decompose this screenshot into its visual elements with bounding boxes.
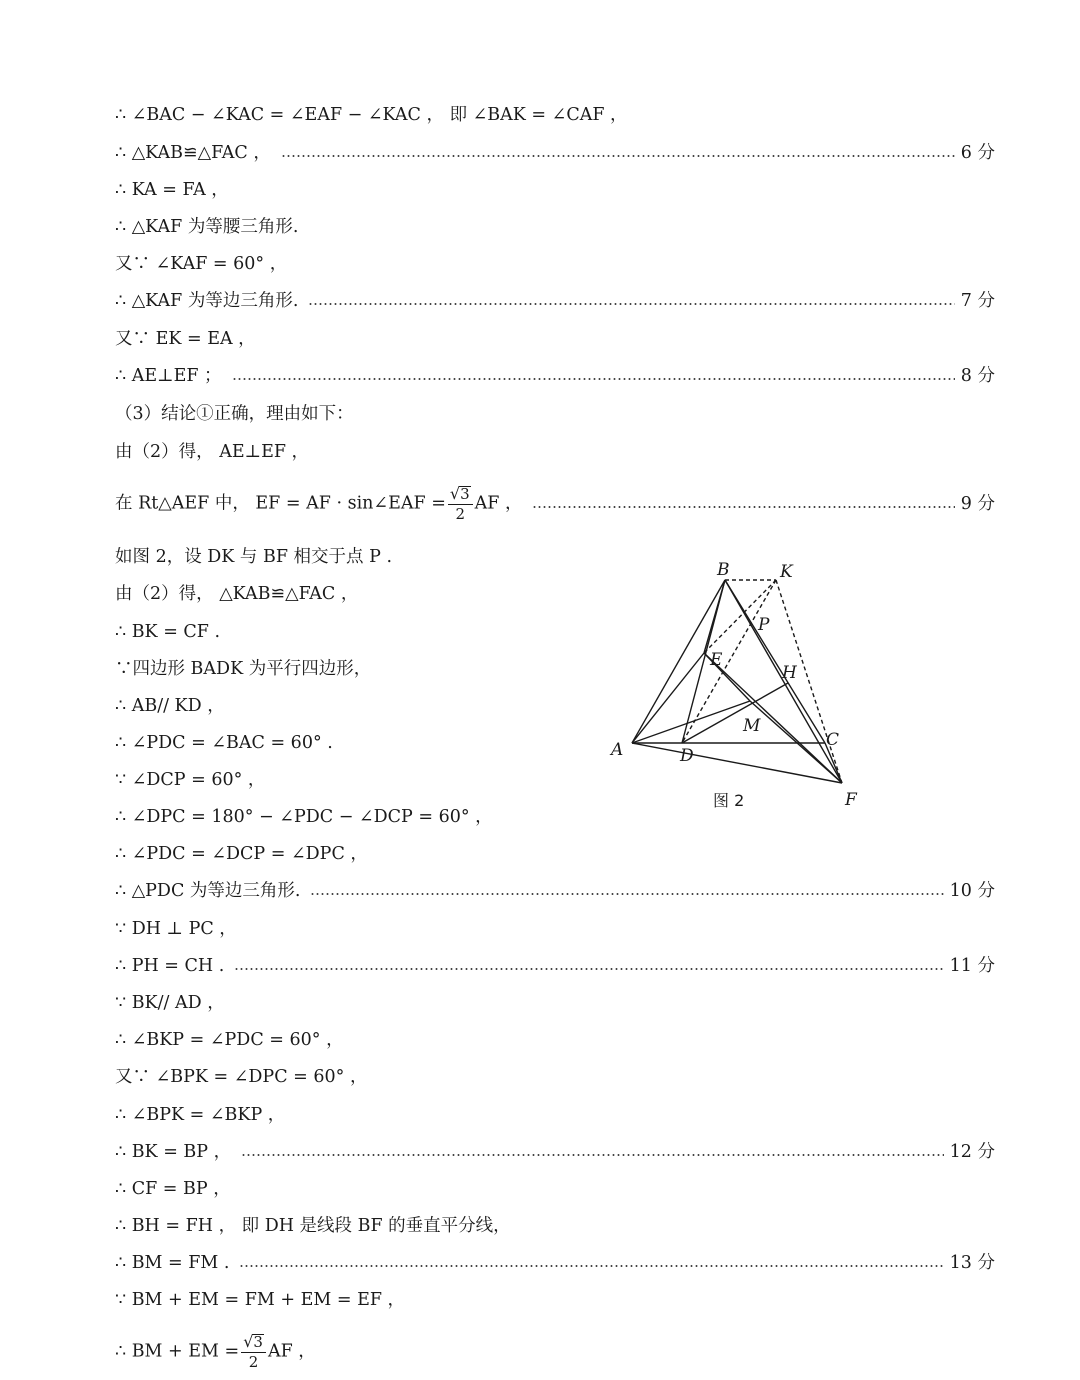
solution-line (115, 138, 995, 168)
label-C: C (826, 730, 840, 750)
solution-line (115, 988, 995, 1018)
label-A: A (611, 740, 624, 760)
line-text: ∴ PH = CH . (115, 956, 225, 976)
line-text: ∴ ∠PDC = ∠BAC = 60° . (115, 733, 333, 753)
dot-leader (308, 303, 954, 305)
line-text: ∴ BK = BP ， (115, 1142, 232, 1162)
fraction-denominator: 2 (455, 505, 466, 523)
solution-line (115, 361, 995, 391)
line-text: ∵ DH ⊥ PC ， (115, 919, 237, 939)
solution-line (115, 765, 610, 795)
solution-line (115, 249, 995, 279)
label-E: E (710, 650, 723, 670)
dot-leader (232, 378, 955, 380)
solution-line (115, 1100, 995, 1130)
line-text: ∴ ∠BPK = ∠BKP ， (115, 1105, 286, 1125)
solution-line (115, 951, 995, 981)
solution-line (115, 617, 610, 647)
line-text: ∵ BK// AD ， (115, 993, 225, 1013)
line-text: ∵ BM + EM = FM + EM = EF ， (115, 1290, 406, 1310)
line-text: ∴ ∠DPC = 180° − ∠PDC − ∠DCP = 60° ， (115, 807, 493, 827)
solution-line (115, 802, 610, 832)
solution-line (115, 876, 995, 906)
solution-line (115, 1211, 995, 1241)
line-text: 又∵ ∠KAF = 60° ， (115, 254, 288, 274)
line-text: ∴ ∠BAC − ∠KAC = ∠EAF − ∠KAC ， 即 ∠BAK = ∠CAF ， (115, 105, 628, 125)
line-text: （3）结论①正确，理由如下： (115, 404, 354, 424)
solution-line (115, 914, 995, 944)
line-text: ∴ △KAF 为等边三角形. (115, 291, 299, 311)
score-mark: 11 分 (949, 956, 995, 976)
line-text: ∴ AB// KD ， (115, 696, 225, 716)
label-D: D (680, 746, 694, 766)
line-text: ∴ KA = FA ， (115, 180, 229, 200)
line-text: ∴ △PDC 为等边三角形. (115, 881, 301, 901)
solution-line (115, 1137, 995, 1167)
solution-line (115, 324, 995, 354)
solution-line (115, 1248, 995, 1278)
solution-line (115, 579, 610, 609)
figure-caption: 图 2 (713, 791, 745, 810)
fraction-numerator (448, 486, 473, 505)
dot-leader (239, 1265, 943, 1267)
dot-leader (532, 506, 954, 508)
label-P: P (758, 615, 770, 635)
label-K: K (780, 562, 793, 582)
line-text: ∴ △KAF 为等腰三角形. (115, 217, 299, 237)
solution-line (115, 1285, 995, 1315)
score-mark: 10 分 (949, 881, 995, 901)
line-text: ∵ ∠DCP = 60° ， (115, 770, 266, 790)
label-F: F (845, 790, 857, 810)
dot-leader (234, 968, 943, 970)
solution-line (115, 1025, 995, 1055)
line-text-before: ∴ BM + EM = (115, 1341, 240, 1362)
radicand: 3 (460, 485, 470, 503)
solution-line (115, 839, 610, 869)
solution-line (115, 399, 995, 429)
solution-line (115, 100, 995, 130)
line-text (115, 1334, 316, 1370)
line-text-after: AF ， (474, 493, 523, 514)
solution-line (115, 286, 995, 316)
score-mark: 12 分 (949, 1142, 995, 1162)
line-text-before: 在 Rt△AEF 中， EF = AF · sin∠EAF = (115, 493, 446, 514)
line-text: ∴ AE⊥EF ； (115, 366, 222, 386)
solution-line (115, 212, 995, 242)
radical-icon: √ (449, 484, 461, 503)
dot-leader (241, 1154, 944, 1156)
score-mark: 9 分 (960, 494, 995, 514)
solution-line (115, 654, 610, 684)
score-mark: 13 分 (949, 1253, 995, 1273)
solution-line (115, 691, 610, 721)
score-mark: 6 分 (960, 143, 995, 163)
line-text: 又∵ ∠BPK = ∠DPC = 60° ， (115, 1067, 368, 1087)
solution-line (115, 1174, 995, 1204)
label-M: M (743, 716, 761, 736)
figure-svg (600, 555, 880, 815)
fraction (241, 1334, 266, 1370)
solution-line (115, 175, 995, 205)
radicand: 3 (253, 1333, 263, 1351)
solution-line (115, 728, 610, 758)
fraction-numerator (241, 1334, 266, 1353)
line-text: 由（2）得， AE⊥EF ， (115, 442, 310, 462)
solution-line (115, 484, 995, 523)
line-text: ∴ BK = CF . (115, 622, 221, 642)
line-text: ∴ ∠BKP = ∠PDC = 60° ， (115, 1030, 344, 1050)
fraction-denominator: 2 (248, 1353, 259, 1371)
label-H: H (782, 663, 797, 683)
line-text: 由（2）得， △KAB≌△FAC ， (115, 584, 359, 604)
square-root (450, 486, 471, 502)
score-mark: 7 分 (960, 291, 995, 311)
segment-BC (725, 580, 825, 743)
line-text: ∴ BM = FM . (115, 1253, 230, 1273)
line-text-after: AF ， (267, 1341, 316, 1362)
solution-line (115, 437, 995, 467)
line-text: 如图 2，设 DK 与 BF 相交于点 P . (115, 547, 393, 567)
label-B: B (717, 560, 730, 580)
line-text: ∴ BH = FH ， 即 DH 是线段 BF 的垂直平分线， (115, 1216, 511, 1236)
segment-EF (704, 653, 842, 783)
dot-leader (310, 893, 943, 895)
score-mark: 8 分 (960, 366, 995, 386)
segment-AF (632, 743, 842, 783)
dot-leader (281, 155, 955, 157)
line-text: ∴ CF = BP ， (115, 1179, 231, 1199)
solution-line (115, 542, 610, 572)
fraction (448, 486, 473, 522)
solution-line (115, 1332, 995, 1371)
line-text: ∴ △KAB≌△FAC ， (115, 143, 271, 163)
segment-KD (682, 580, 776, 743)
segment-DH (682, 683, 788, 743)
radical-icon: √ (243, 1332, 254, 1351)
line-text: 又∵ EK = EA ， (115, 329, 256, 349)
solution-line (115, 1062, 995, 1092)
geometry-figure (600, 555, 880, 815)
line-text (115, 486, 522, 522)
square-root (243, 1334, 264, 1350)
line-text: ∵四边形 BADK 为平行四边形， (115, 659, 372, 679)
line-text: ∴ ∠PDC = ∠DCP = ∠DPC ， (115, 844, 368, 864)
